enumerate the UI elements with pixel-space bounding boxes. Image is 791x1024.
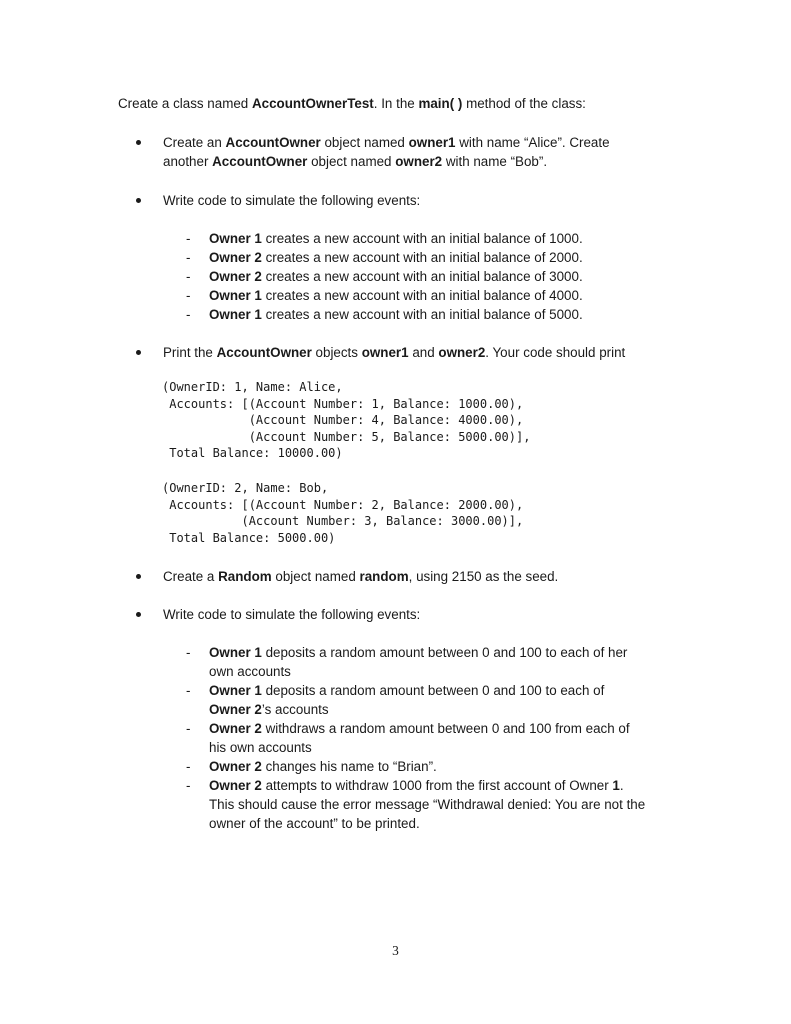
dash-bullet: -: [186, 645, 191, 660]
code-output-owner1: [162, 379, 530, 462]
text: , using 2150 as the seed.: [408, 569, 559, 584]
bold-text: owner2: [395, 154, 443, 169]
bullet-text: Write code to simulate the following events:: [163, 607, 421, 622]
dash-bullet: -: [186, 231, 191, 246]
bold-text: AccountOwner: [212, 154, 308, 169]
event-text: ’s accounts: [261, 702, 329, 717]
event-text: changes his name to “Brian”.: [261, 759, 437, 774]
text: object named: [307, 154, 396, 169]
owner-label: Owner 2: [209, 778, 262, 793]
bullet-text: [163, 343, 625, 362]
event-text: creates a new account with an initial balance of 2000.: [261, 250, 583, 265]
code-line: Accounts: [(Account Number: 1, Balance: 1000.00),: [162, 396, 524, 411]
intro-text: . In the: [373, 96, 419, 111]
event-text: attempts to withdraw 1000 from the first account of Owner: [261, 778, 613, 793]
intro-text: Create a class named: [118, 96, 252, 111]
event-text: owner of the account” to be printed.: [209, 816, 420, 831]
text: object named: [320, 135, 409, 150]
code-line: (Account Number: 3, Balance: 3000.00)],: [162, 514, 524, 529]
text: with name “Alice”. Create: [455, 135, 610, 150]
owner-label: Owner 1: [209, 231, 262, 246]
owner-label: Owner 1: [209, 683, 262, 698]
event-text: .: [619, 778, 624, 793]
owner-label: Owner 2: [209, 721, 262, 736]
dash-bullet: -: [186, 269, 191, 284]
dash-bullet: -: [186, 759, 191, 774]
bold-text: AccountOwner: [216, 345, 312, 360]
bullet-dot-icon: [136, 574, 141, 579]
event-text: creates a new account with an initial balance of 3000.: [261, 269, 583, 284]
intro-text: method of the class:: [462, 96, 586, 111]
code-line: (OwnerID: 1, Name: Alice,: [162, 380, 343, 394]
text: objects: [311, 345, 362, 360]
page-number: 3: [392, 943, 399, 958]
bullet-dot-icon: [136, 140, 141, 145]
event-text: creates a new account with an initial balance of 4000.: [261, 288, 583, 303]
bullet-text: Write code to simulate the following events:: [163, 193, 421, 208]
bullet-text: [163, 133, 610, 171]
owner-label: Owner 2: [209, 702, 262, 717]
code-line: Total Balance: 5000.00): [162, 530, 336, 545]
event-text: own accounts: [209, 664, 291, 679]
text: with name “Bob”.: [442, 154, 548, 169]
bullet-dot-icon: [136, 612, 141, 617]
bold-text: AccountOwner: [225, 135, 321, 150]
owner-label: Owner 1: [209, 645, 262, 660]
dash-bullet: -: [186, 307, 191, 322]
code-output-owner2: [162, 480, 523, 546]
bold-text: owner1: [361, 345, 409, 360]
main-method: main( ): [418, 96, 463, 111]
dash-bullet: -: [186, 250, 191, 265]
code-line: Accounts: [(Account Number: 2, Balance: 2000.00),: [162, 497, 524, 512]
bullet-dot-icon: [136, 198, 141, 203]
bullet-text: [163, 567, 558, 586]
text: object named: [271, 569, 360, 584]
dash-bullet: -: [186, 288, 191, 303]
text: . Your code should print: [485, 345, 626, 360]
text: Create an: [163, 135, 226, 150]
owner-label: Owner 2: [209, 250, 262, 265]
bold-text: owner2: [438, 345, 486, 360]
owner-label: Owner 1: [209, 307, 262, 322]
bullet-line: [163, 133, 610, 152]
event-text: This should cause the error message “Withdrawal denied: You are not the: [209, 797, 646, 812]
text: another: [163, 154, 213, 169]
code-line: (Account Number: 5, Balance: 5000.00)],: [162, 429, 531, 444]
owner-label: Owner 1: [209, 288, 262, 303]
text: Create a: [163, 569, 219, 584]
event-text: his own accounts: [209, 740, 312, 755]
event-text: deposits a random amount between 0 and 100 to each of: [261, 683, 605, 698]
intro-paragraph: [118, 94, 586, 113]
bold-text: random: [359, 569, 409, 584]
code-line: (Account Number: 4, Balance: 4000.00),: [162, 413, 524, 428]
bullet-line: [163, 152, 610, 171]
owner-label: Owner 2: [209, 269, 262, 284]
text: Print the: [163, 345, 217, 360]
event-text: creates a new account with an initial balance of 1000.: [261, 231, 583, 246]
bold-text: Random: [218, 569, 272, 584]
class-name: AccountOwnerTest: [251, 96, 374, 111]
dash-bullet: -: [186, 778, 191, 793]
text: and: [408, 345, 439, 360]
dash-bullet: -: [186, 683, 191, 698]
event-text: deposits a random amount between 0 and 100 to each of her: [261, 645, 628, 660]
bullet-dot-icon: [136, 350, 141, 355]
dash-bullet: -: [186, 721, 191, 736]
event-text: creates a new account with an initial balance of 5000.: [261, 307, 583, 322]
owner-label: Owner 2: [209, 759, 262, 774]
bold-text: owner1: [408, 135, 456, 150]
code-line: (OwnerID: 2, Name: Bob,: [162, 481, 329, 495]
code-line: Total Balance: 10000.00): [162, 446, 343, 461]
bold-text: 1: [612, 778, 620, 793]
event-text: withdraws a random amount between 0 and 100 from each of: [261, 721, 630, 736]
